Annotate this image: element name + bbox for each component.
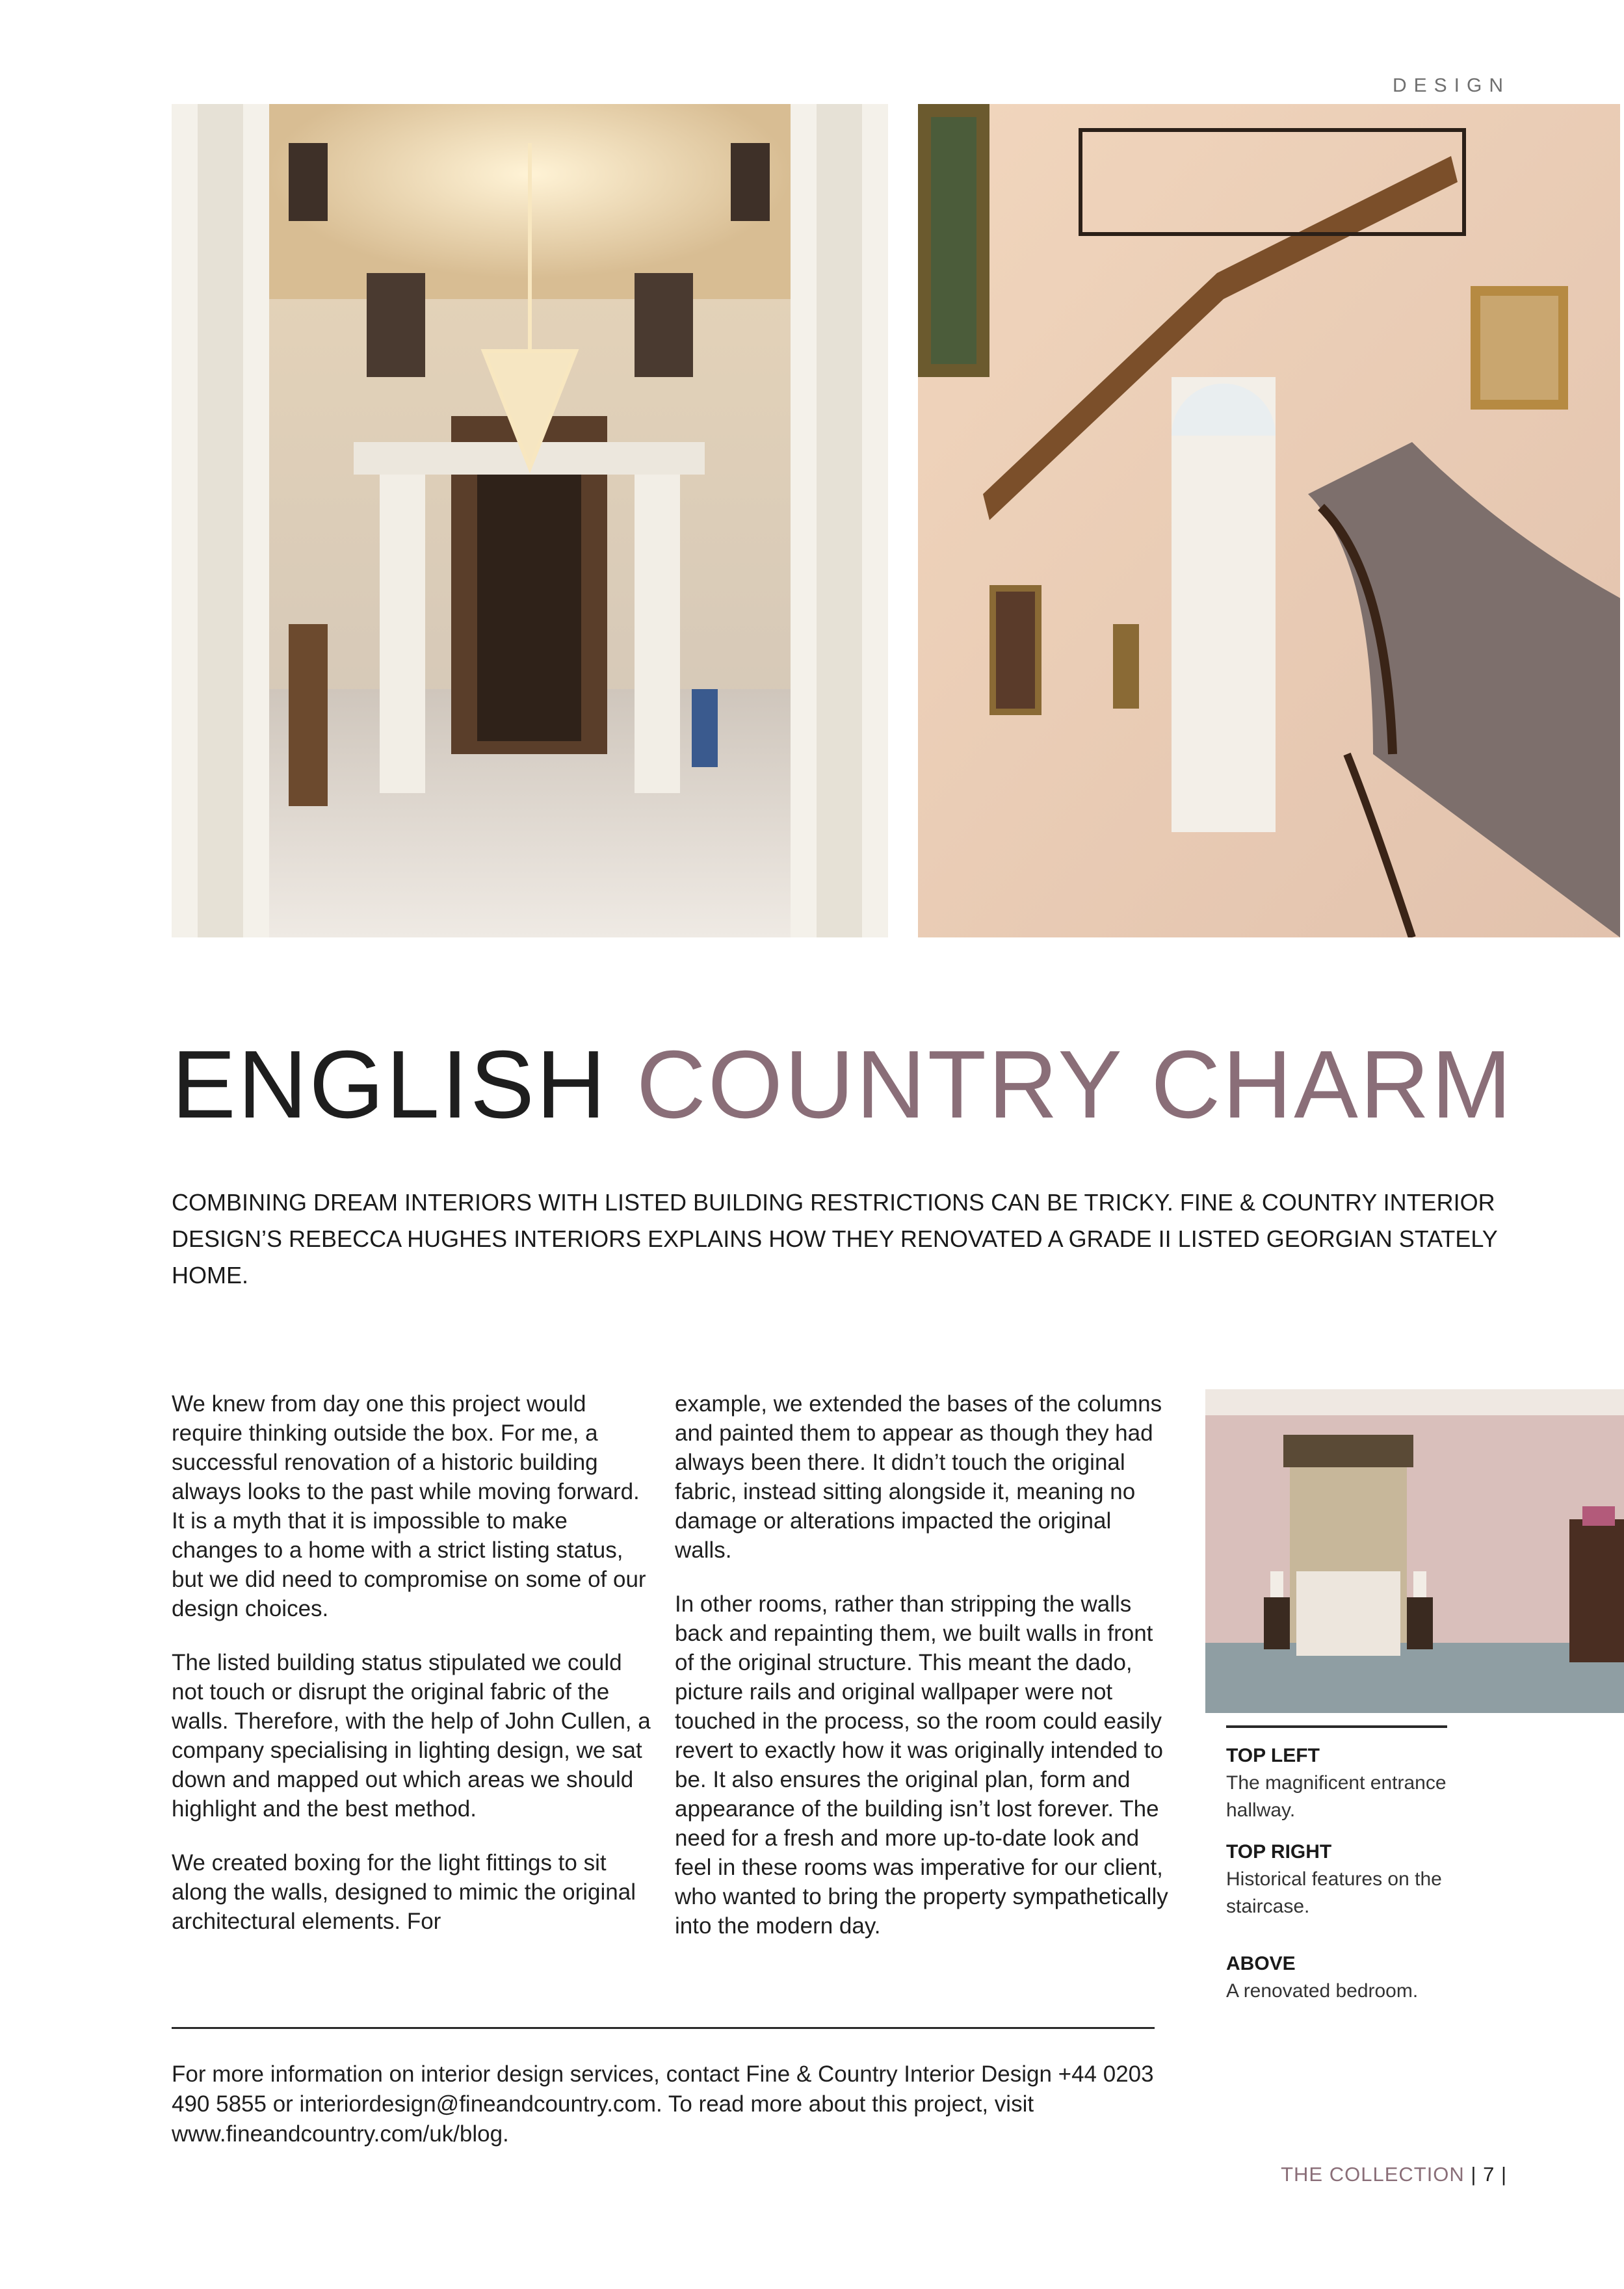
- caption-label: ABOVE: [1226, 1953, 1296, 1974]
- caption-top-left: [1226, 1742, 1499, 1824]
- paragraph: example, we extended the bases of the columns and painted them to appear as though they had always been there. It didn’t touch the original fabric, instead sitting alongside it, meaning no damage or alterations impacted the original walls.: [675, 1391, 1162, 1563]
- section-tag: DESIGN: [1392, 75, 1510, 96]
- page-footer: [1281, 2163, 1507, 2186]
- staircase-illustration: [918, 104, 1620, 937]
- title-part-two: COUNTRY CHARM: [636, 1031, 1514, 1138]
- photo-captions: [1226, 1742, 1499, 2019]
- body-column-1: [172, 1389, 653, 1961]
- page-number: | 7 |: [1464, 2163, 1507, 2186]
- entrance-hallway-illustration: [172, 104, 888, 937]
- magazine-name: THE COLLECTION: [1281, 2163, 1465, 2186]
- caption-label: TOP LEFT: [1226, 1745, 1320, 1766]
- body-column-2: [675, 1389, 1169, 1965]
- paragraph: We knew from day one this project would require thinking outside the box. For me, a successful renovation of a historic building always looks to the past while moving forward. It is a myth that it is impossible to make changes to a home with a strict listing status, but we did need to compromise on some of our design choices.: [172, 1391, 646, 1621]
- bedroom-photo: [1205, 1389, 1624, 1713]
- caption-above: [1226, 1950, 1499, 2005]
- paragraph: We created boxing for the light fittings to sit along the walls, designed to mimic the original architectural elements. For: [172, 1850, 636, 1934]
- caption-text: The magnificent entrance hallway.: [1226, 1772, 1447, 1821]
- caption-text: A renovated bedroom.: [1226, 1980, 1419, 2002]
- standfirst: COMBINING DREAM INTERIORS WITH LISTED BUILDING RESTRICTIONS CAN BE TRICKY. FINE & COUNTRY INTERIOR DESIGN’S REBECCA HUGHES INTERIORS EXPLAINS HOW THEY RENOVATED A GRADE II LISTED GEORGIAN STATELY HOME.: [172, 1189, 1498, 1288]
- staircase-photo: [918, 104, 1620, 937]
- contact-divider: [172, 2027, 1155, 2029]
- caption-label: TOP RIGHT: [1226, 1841, 1332, 1863]
- caption-text: Historical features on the staircase.: [1226, 1868, 1442, 1917]
- paragraph: In other rooms, rather than stripping the walls back and repainting them, we built walls in front of the original structure. This meant the dado, picture rails and original wallpaper were not touched in the process, so the room could easily revert to exactly how it was originally intended to be. It also ensures the original plan, form and appearance of the building isn’t lost forever. The need for a fresh and more up-to-date look and feel in these rooms was imperative for our client, who wanted to bring the property sympathetically into the modern day.: [675, 1591, 1168, 1939]
- title-part-one: ENGLISH: [172, 1031, 636, 1138]
- caption-top-right: [1226, 1838, 1499, 1920]
- entrance-hallway-photo: [172, 104, 888, 937]
- paragraph: The listed building status stipulated we could not touch or disrupt the original fabric of the walls. Therefore, with the help of John Cullen, a company specialising in lighting design, we sat down and mapped out which areas we should highlight and the best method.: [172, 1650, 651, 1822]
- bedroom-illustration: [1205, 1389, 1624, 1713]
- caption-divider: [1226, 1725, 1447, 1728]
- article-title: [172, 1031, 1514, 1138]
- contact-info: For more information on interior design services, contact Fine & Country Interior Design +44 0203 490 5855 or interiordesign@fineandcountry.com. To read more about this project, visit www.fineandcountry.com/uk/blog.: [172, 2061, 1154, 2147]
